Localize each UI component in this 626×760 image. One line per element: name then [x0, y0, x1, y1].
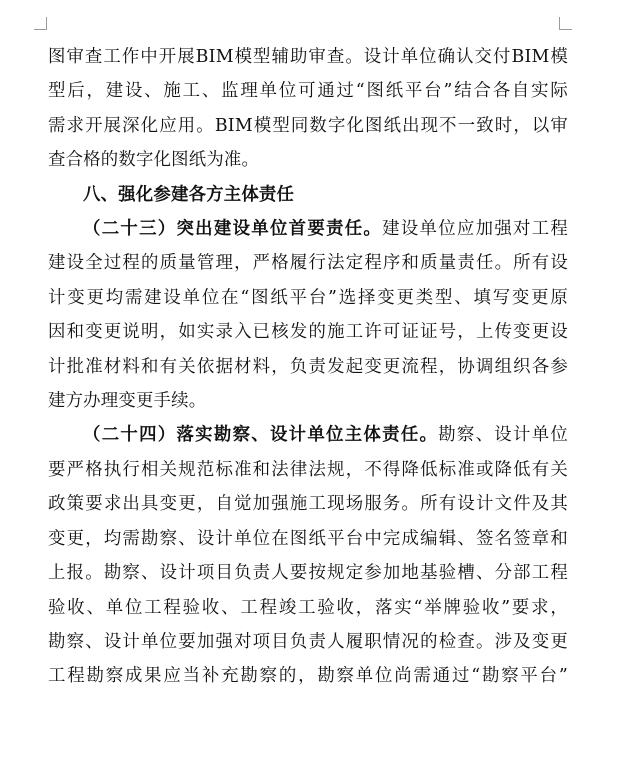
- page-margin-corner-right: [559, 17, 572, 30]
- text-line: 变更，均需勘察、设计单位在图纸平台中完成编辑、签名签章和: [48, 528, 568, 549]
- text-line: 需求开展深化应用。BIM模型同数字化图纸出现不一致时，以审: [48, 115, 568, 136]
- text-line: 政策要求出具变更，自觉加强施工现场服务。所有设计文件及其: [48, 494, 568, 515]
- section-heading: 八、强化参建各方主体责任: [83, 184, 295, 205]
- text-line: 因和变更说明，如实录入已核发的施工许可证证号，上传变更设: [48, 322, 568, 343]
- text-line: 型后，建设、施工、监理单位可通过“图纸平台”结合各自实际: [48, 81, 568, 102]
- text-line: 勘察、设计单位要加强对项目负责人履职情况的检查。涉及变更: [48, 631, 568, 652]
- text-line: 计批准材料和有关依据材料，负责发起变更流程，协调组织各参: [48, 356, 568, 377]
- text-line: 工程勘察成果应当补充勘察的，勘察单位尚需通过“勘察平台”: [48, 666, 568, 687]
- clause-text: 勘察、设计单位: [438, 425, 568, 446]
- text-line: 上报。勘察、设计项目负责人要按规定参加地基验槽、分部工程: [48, 563, 568, 584]
- text-line: [48, 212, 568, 246]
- text-line: 计变更均需建设单位在“图纸平台”选择变更类型、填写变更原: [48, 287, 568, 308]
- text-line: 查合格的数字化图纸为准。: [48, 150, 260, 171]
- clause-text: 建设单位应加强对工程: [382, 219, 568, 240]
- clause-lead: （二十三）突出建设单位首要责任。: [83, 219, 383, 240]
- text-line: 建设全过程的质量管理，严格履行法定程序和质量责任。所有设: [48, 253, 568, 274]
- paragraph-24: [48, 418, 568, 693]
- page-margin-corner-left: [34, 17, 47, 30]
- text-line: 验收、单位工程验收、工程竣工验收，落实“举牌验收”要求，: [48, 597, 568, 618]
- document-body: [48, 40, 568, 694]
- text-line: [48, 418, 568, 452]
- paragraph-23: [48, 212, 568, 418]
- text-line: 要严格执行相关规范标准和法律法规，不得降低标准或降低有关: [48, 459, 568, 480]
- text-line: 图审查工作中开展BIM模型辅助审查。设计单位确认交付BIM模: [48, 47, 568, 67]
- text-line: 建方办理变更手续。: [48, 391, 207, 412]
- intro-paragraph: [48, 40, 568, 178]
- clause-lead: （二十四）落实勘察、设计单位主体责任。: [83, 425, 439, 446]
